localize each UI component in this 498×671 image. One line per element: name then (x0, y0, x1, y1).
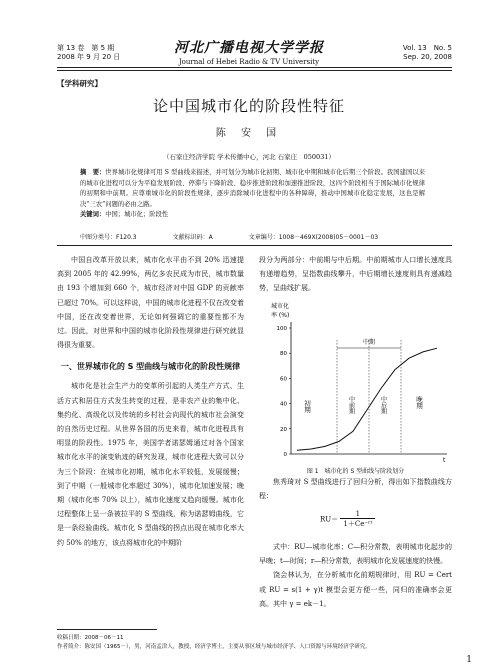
equation-numerator: 1 (340, 510, 375, 519)
date-cn: 2008 年 9 月 20 日 (57, 53, 121, 61)
doc-code: 文献标识码：A (172, 234, 213, 241)
clc-code: 中图分类号：F120.3 (80, 234, 137, 241)
y-axis-label-2: 率 (%) (271, 312, 290, 319)
affiliation: （石家庄经济学院 学术传播中心，河北 石家庄 050031） (163, 153, 335, 161)
keywords-label: 关键词： (80, 211, 106, 219)
y-tick-label: 40 (280, 401, 287, 408)
section-label: 【学科研究】 (57, 79, 102, 88)
footnote-rule (57, 629, 157, 630)
y-tick-label: 60 (280, 376, 287, 383)
equation-lhs: RU＝ (320, 515, 339, 524)
volume-header-en (403, 44, 452, 62)
figure-caption: 图 1 城市化的 S 型曲线与阶段划分 (306, 468, 405, 475)
body-paragraph-5: 饶会林认为，在分析城市化前期规律时，用 RU = Cert 或 RU = s(1 + γ)t 模型会更方便一些，同归的准确率会更高。其中 γ = ek－1。 (259, 571, 452, 608)
body-paragraph-3: 焦秀琦对 S 型曲线进行了回归分析，得出如下指数曲线方程： (259, 478, 452, 501)
y-tick-label: 80 (280, 351, 287, 358)
footnote (57, 634, 452, 652)
header-rule (57, 67, 452, 68)
stage-mid-label: 中期 (363, 339, 376, 346)
intro-paragraph: 中国自改革开放以来，城市化水平由不到 20% 迅速提高到 2005 年的 42.99%，两亿多农民成为市民，城市数量由 193 个增加到 660 个，城市经济对中国 GDP 的贡献率已超过 70%。可以这样说，中国的城市化进程不仅在改变着中国，还在改变着世界，无论如何强调它的重要性都不为过。因此，对世界和中国的城市化阶段性规律进行研究就显得很为重要。 (57, 256, 244, 350)
abstract-label: 摘 要： (80, 169, 106, 176)
y-tick-label: 0 (283, 452, 287, 458)
date-en: Sep. 20, 2008 (403, 53, 452, 61)
abstract (80, 168, 425, 221)
volume-issue: 第 13 卷 第 5 期 (57, 44, 115, 52)
stage-early-label: 初期 (303, 400, 311, 413)
header-rule-thin (57, 70, 452, 71)
page-mark: 1 (466, 655, 472, 665)
y-axis-label-1: 城市化 (271, 303, 290, 310)
body-paragraph-1: 城市化是社会生产力的变革所引起的人类生产方式、生活方式和居住方式发生转变的过程，是非农产业的集中化、集约化、高级化以及传统的乡村社会向现代的城市社会演变的自然历史过程。从世界各国的历史来看，城市化进程具有明显的阶段性。1975 年，美国学者诺瑟姆通过对各个国家城市化水平的演变轨迹的研究发现，城市化进程大致可以分为三个阶段：在城市化初期，城市化水平较低，发展缓慢；到了中期（一般城市化率超过 30%），城市化加速发展；晚期（城市化率 70% 以上），城市化速度又趋向缓慢。城市化过程整体上呈一条被拉平的 S 型曲线，称为诺瑟姆曲线，它是一条经验曲线。城市化 S 型曲线的拐点出现在城市化率大约 50% 的地方，该点将城市化的中期阶 (57, 382, 244, 547)
y-ticks (277, 326, 292, 458)
section-heading-1: 一、世界城市化的 S 型曲线与城市化的阶段性规律 (60, 362, 241, 372)
abstract-text: 世界城市化规律可用 S 型曲线来描述，并可划分为城市化初期、城市化中期和城市化后期三个阶段。我国建国以来的城市化进程可以分为平稳发展阶段、停滞与下降阶段、稳步推进阶段和加速推进阶段，这四个阶段相当于国际城市化规律的初期和中前期。应尊重城市化的阶段性规律，逐步消除城市化进程中的各种障碍，推动中国城市化稳定发展，这也是解决“三农”问题的必由之路。 (80, 169, 425, 208)
equation (320, 510, 375, 529)
equation-denominator: 1＋Ce⁻ʳᵗ (343, 520, 373, 528)
article-title: 论中国城市化的阶段性特征 (152, 97, 345, 115)
journal-title-en: Journal of Hebei Radio & TV University (178, 58, 320, 66)
right-column-mid (259, 475, 452, 503)
right-column-bottom (259, 540, 452, 611)
equation-fraction (340, 510, 375, 529)
author: 陈 安 国 (215, 128, 283, 139)
stage-mid-early-label: 中前期 (347, 396, 355, 414)
y-tick-label: 20 (280, 426, 287, 433)
keywords: 中国；城市化；阶段性 (105, 211, 169, 219)
received-date: 收稿日期：2008－06－11 (57, 635, 124, 641)
left-column (57, 253, 244, 550)
s-curve-figure (259, 300, 452, 462)
stage-mid-late-label: 中后期 (379, 396, 387, 414)
stage-late-label: 晚期 (415, 396, 423, 409)
journal-title-cn: 河北广播电视大学学报 (174, 40, 324, 56)
vol-en: Vol. 13 No. 5 (402, 44, 452, 52)
x-axis-label: t (443, 457, 446, 462)
y-tick-label: 100 (276, 326, 287, 332)
author-bio: 作者简介：陈安国（1965－），男，河南孟津人，教授，经济学博士，主要从事区域与城市经济学、人口资源与环境经济学研究。 (57, 644, 371, 650)
classification-line (80, 232, 414, 241)
body-paragraph-2: 段分为两部分：中前期与中后期。中前期城市人口增长速度具有递增趋势，呈指数曲线攀升，中后期增长速度则具有递减趋势，呈曲线扩展。 (259, 256, 452, 293)
body-paragraph-4: 式中：RU—城市化率；C—积分常数，表明城市化起步的早晚；t—时间；r—积分常数，表明城市化发展速度的快慢。 (259, 543, 452, 566)
abstract-rule (57, 245, 452, 246)
article-number: 文章编号：1008－469X(2008)05－0001－03 (248, 234, 379, 241)
